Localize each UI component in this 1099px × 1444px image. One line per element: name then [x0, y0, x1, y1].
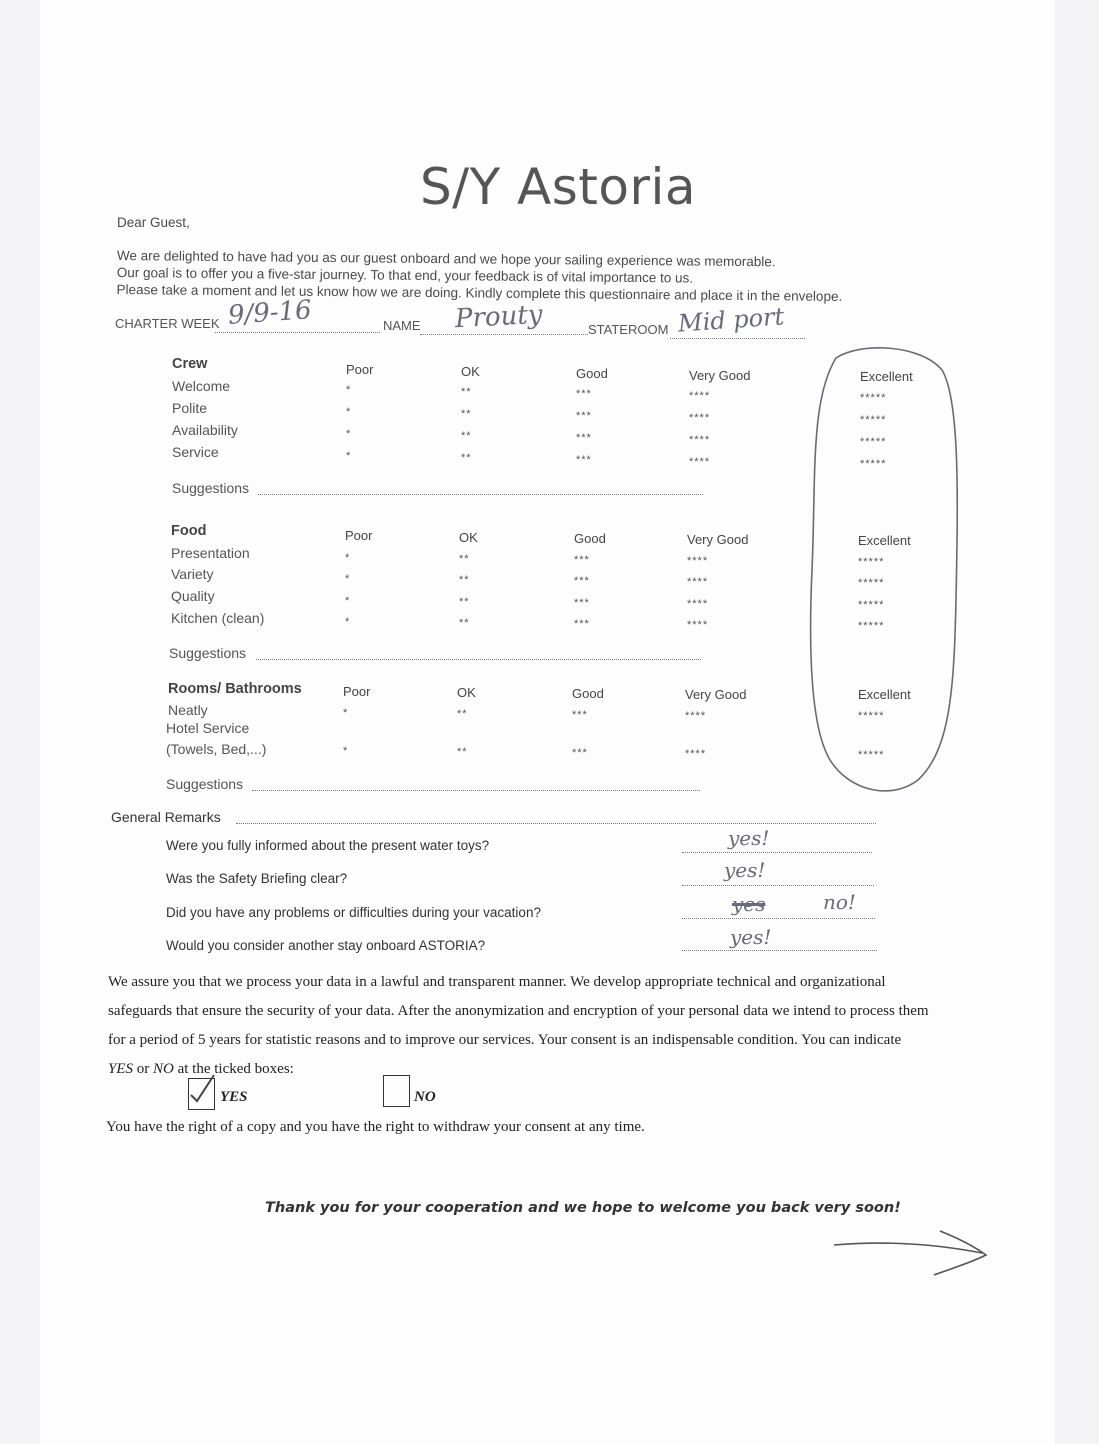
rating-stars-excellent[interactable]: *****: [860, 458, 887, 470]
privacy-line-3: for a period of 5 years for statistic reasons and to improve our services. Your consent is an indispensable condition. You can indicate: [108, 1032, 902, 1048]
rating-stars-excellent[interactable]: *****: [860, 414, 887, 426]
intro-line-2: Our goal is to offer you a five-star journey. To that end, your feedback is of vital importance to us.: [116, 264, 694, 286]
rating-stars-ok[interactable]: **: [459, 553, 470, 565]
rating-stars-very-good[interactable]: ****: [685, 710, 707, 722]
name-value[interactable]: Prouty: [454, 299, 544, 335]
rating-stars-very-good[interactable]: ****: [685, 748, 707, 760]
rooms-row-towels-bed: (Towels, Bed,...): [166, 741, 267, 757]
intro-paragraph: [117, 247, 843, 305]
crew-suggestions-label: Suggestions: [172, 480, 250, 496]
rating-stars-good[interactable]: ***: [572, 747, 588, 759]
rating-stars-poor[interactable]: *: [345, 595, 351, 607]
rating-stars-good[interactable]: ***: [576, 454, 592, 466]
section-title-food: Food: [171, 523, 207, 539]
name-label: NAME: [383, 318, 421, 333]
answer-line-4: [682, 950, 877, 951]
rating-stars-good[interactable]: ***: [576, 410, 592, 422]
thank-you-message: Thank you for your cooperation and we hope to welcome you back very soon!: [265, 1200, 901, 1216]
crew-row-welcome: Welcome: [172, 378, 231, 394]
section-title-crew: Crew: [172, 356, 208, 372]
rating-stars-excellent[interactable]: *****: [858, 749, 885, 761]
food-row-quality: Quality: [171, 588, 215, 604]
rating-stars-poor[interactable]: *: [346, 450, 352, 462]
answer-line-3: [682, 918, 875, 919]
food-row-presentation: Presentation: [171, 545, 250, 561]
consent-yes-checkbox[interactable]: [188, 1078, 215, 1110]
rating-stars-excellent[interactable]: *****: [858, 577, 885, 589]
rating-stars-poor[interactable]: *: [343, 707, 349, 719]
rating-stars-good[interactable]: ***: [574, 597, 590, 609]
rating-stars-poor[interactable]: *: [345, 573, 351, 585]
charter-week-label: CHARTER WEEK: [115, 316, 220, 331]
rating-stars-excellent[interactable]: *****: [860, 392, 887, 404]
food-suggestions-line[interactable]: [256, 659, 701, 660]
arrow-right-icon: [830, 1225, 995, 1285]
stateroom-label: STATEROOM: [588, 322, 669, 337]
rating-stars-ok[interactable]: **: [459, 596, 470, 608]
rating-stars-poor[interactable]: *: [345, 552, 351, 564]
crew-col-very-good: Very Good: [689, 368, 751, 383]
general-remarks-label: General Remarks: [111, 809, 221, 825]
question-water-toys: Were you fully informed about the present water toys?: [166, 838, 490, 853]
rooms-col-poor: Poor: [343, 684, 371, 699]
answer-water-toys[interactable]: yes!: [728, 826, 770, 850]
rating-stars-poor[interactable]: *: [346, 428, 352, 440]
rating-stars-good[interactable]: ***: [574, 554, 590, 566]
rating-stars-ok[interactable]: **: [457, 746, 468, 758]
privacy-line-1: We assure you that we process your data in a lawful and transparent manner. We develop appropriate technical and organizational: [108, 974, 886, 990]
crew-col-good: Good: [576, 366, 608, 381]
consent-no-checkbox[interactable]: [383, 1075, 410, 1107]
consent-yes-label: YES: [220, 1089, 248, 1105]
section-title-rooms: Rooms/ Bathrooms: [168, 681, 302, 697]
crew-row-service: Service: [172, 444, 219, 460]
rating-stars-good[interactable]: ***: [574, 575, 590, 587]
rooms-col-good: Good: [572, 686, 604, 701]
rating-stars-good[interactable]: ***: [574, 618, 590, 630]
food-col-ok: OK: [459, 530, 478, 545]
rating-stars-very-good[interactable]: ****: [687, 598, 709, 610]
crew-suggestions-line[interactable]: [258, 494, 703, 495]
rating-stars-ok[interactable]: **: [461, 386, 472, 398]
rooms-suggestions-line[interactable]: [252, 790, 700, 791]
consent-no-label: NO: [414, 1089, 436, 1105]
rating-stars-very-good[interactable]: ****: [689, 412, 711, 424]
answer-safety-briefing[interactable]: yes!: [724, 858, 766, 882]
answer-line-2: [682, 885, 874, 886]
privacy-or-word: or: [133, 1061, 154, 1077]
rooms-suggestions-label: Suggestions: [166, 776, 244, 792]
rating-stars-ok[interactable]: **: [457, 708, 468, 720]
rating-stars-very-good[interactable]: ****: [687, 576, 709, 588]
rooms-row-neatly: Neatly: [168, 702, 208, 718]
crew-col-excellent: Excellent: [860, 369, 913, 384]
rooms-col-ok: OK: [457, 685, 476, 700]
rooms-col-very-good: Very Good: [685, 687, 747, 702]
charter-week-value[interactable]: 9/9-16: [227, 295, 313, 331]
answer-line-1: [682, 852, 872, 853]
crew-row-polite: Polite: [172, 400, 208, 416]
rating-stars-very-good[interactable]: ****: [687, 555, 709, 567]
rating-stars-poor[interactable]: *: [346, 406, 352, 418]
intro-line-3: Please take a moment and let us know how we are doing. Kindly complete this questionnaire and place it in the envelope.: [116, 281, 843, 304]
greeting: Dear Guest,: [117, 215, 190, 230]
food-col-good: Good: [574, 531, 606, 546]
crew-row-availability: Availability: [172, 422, 238, 438]
privacy-yes-word: YES: [108, 1061, 134, 1077]
name-line: [420, 334, 588, 335]
rating-stars-ok[interactable]: **: [459, 574, 470, 586]
food-col-very-good: Very Good: [687, 532, 749, 547]
rating-stars-poor[interactable]: *: [343, 745, 349, 757]
privacy-no-word: NO: [153, 1061, 174, 1077]
privacy-rest: at the ticked boxes:: [173, 1061, 294, 1077]
crew-col-poor: Poor: [346, 362, 374, 377]
question-another-stay: Would you consider another stay onboard ASTORIA?: [166, 938, 486, 953]
rating-stars-very-good[interactable]: ****: [687, 619, 709, 631]
rating-stars-ok[interactable]: **: [461, 452, 472, 464]
food-row-kitchen: Kitchen (clean): [171, 610, 265, 626]
rating-stars-excellent[interactable]: *****: [858, 710, 885, 722]
question-problems: Did you have any problems or difficulties during your vacation?: [166, 905, 541, 920]
rating-stars-excellent[interactable]: *****: [860, 436, 887, 448]
food-suggestions-label: Suggestions: [169, 645, 247, 661]
rating-stars-very-good[interactable]: ****: [689, 390, 711, 402]
rating-stars-excellent[interactable]: *****: [858, 620, 885, 632]
charter-week-line: [215, 332, 380, 333]
document-title: S/Y Astoria: [420, 158, 697, 216]
answer-problems-struck: yes: [732, 892, 766, 916]
rating-stars-good[interactable]: ***: [576, 388, 592, 400]
answer-problems[interactable]: no!: [823, 890, 856, 914]
rating-stars-excellent[interactable]: *****: [858, 556, 885, 568]
rating-stars-poor[interactable]: *: [346, 384, 352, 396]
general-remarks-line[interactable]: [236, 823, 876, 824]
rating-stars-very-good[interactable]: ****: [689, 456, 711, 468]
excellent-selection-oval: [800, 340, 970, 800]
rating-stars-excellent[interactable]: *****: [858, 599, 885, 611]
rooms-col-excellent: Excellent: [858, 687, 911, 702]
privacy-line-2: safeguards that ensure the security of your data. After the anonymization and encryption of your personal data we intend to process them: [108, 1003, 929, 1019]
rating-stars-good[interactable]: ***: [572, 709, 588, 721]
rooms-row-hotel-service: Hotel Service: [166, 720, 250, 736]
intro-line-1: We are delighted to have had you as our guest onboard and we hope your sailing experience was memorable.: [116, 247, 776, 270]
answer-another-stay[interactable]: yes!: [730, 925, 772, 949]
rating-stars-good[interactable]: ***: [576, 432, 592, 444]
rights-text: You have the right of a copy and you have the right to withdraw your consent at any time.: [106, 1119, 645, 1135]
stateroom-line: [670, 338, 805, 339]
food-row-variety: Variety: [171, 566, 214, 582]
crew-col-ok: OK: [461, 364, 480, 379]
stateroom-value[interactable]: Mid port: [677, 302, 786, 338]
food-col-excellent: Excellent: [858, 533, 911, 548]
rating-stars-ok[interactable]: **: [461, 430, 472, 442]
rating-stars-ok[interactable]: **: [459, 617, 470, 629]
check-mark-icon: [187, 1073, 217, 1103]
food-col-poor: Poor: [345, 528, 373, 543]
rating-stars-ok[interactable]: **: [461, 408, 472, 420]
rating-stars-poor[interactable]: *: [345, 616, 351, 628]
rating-stars-very-good[interactable]: ****: [689, 434, 711, 446]
question-safety-briefing: Was the Safety Briefing clear?: [166, 871, 348, 886]
